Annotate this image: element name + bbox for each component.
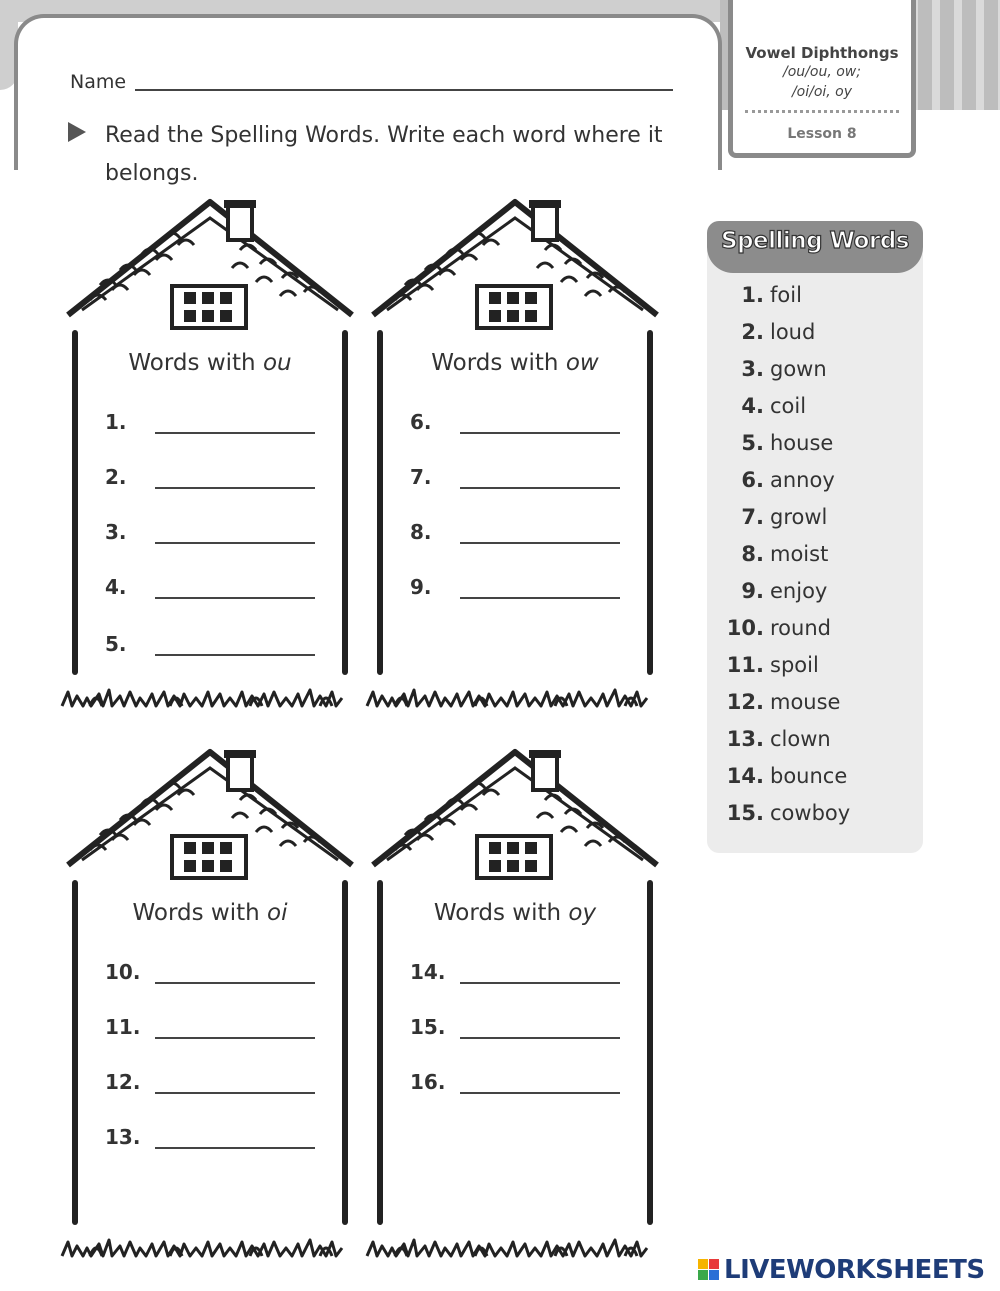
lesson-tab: [728, 0, 916, 158]
answer-number: 15.: [410, 1015, 446, 1039]
name-label: Name: [70, 71, 127, 93]
grass-strip: [60, 676, 380, 714]
house-wall-left: [377, 880, 383, 1225]
spelling-word-number: 5.: [741, 431, 764, 455]
spelling-word-item: [720, 283, 802, 313]
spelling-word-number: 4.: [741, 394, 764, 418]
spelling-word-number: 13.: [726, 727, 764, 751]
house-title-prefix: Words with: [433, 900, 569, 926]
house-title-prefix: Words with: [132, 900, 268, 926]
answer-row: [410, 1070, 630, 1100]
logo-cube-icon: [698, 1259, 720, 1281]
grass-icon: [60, 1226, 380, 1260]
answer-number: 12.: [105, 1070, 141, 1094]
answer-input-line[interactable]: [460, 542, 620, 544]
answer-row: [410, 575, 630, 605]
answer-input-line[interactable]: [155, 1147, 315, 1149]
answer-input-line[interactable]: [460, 487, 620, 489]
spelling-word-number: 10.: [726, 616, 764, 640]
spelling-word-number: 9.: [741, 579, 764, 603]
answer-row: [410, 410, 630, 440]
house-title: [60, 900, 360, 926]
spelling-word-item: [720, 542, 828, 572]
logo-text: LIVEWORKSHEETS: [724, 1255, 985, 1285]
spelling-word-item: [720, 616, 831, 646]
answer-row: [105, 960, 325, 990]
name-input-line[interactable]: [135, 89, 673, 91]
spelling-word: annoy: [770, 468, 835, 492]
house-title-prefix: Words with: [128, 350, 263, 376]
spelling-word: gown: [770, 357, 827, 381]
lesson-topic: Vowel Diphthongs: [745, 44, 899, 62]
house-title-prefix: Words with: [431, 350, 566, 376]
answer-input-line[interactable]: [155, 432, 315, 434]
answer-input-line[interactable]: [155, 1092, 315, 1094]
grass-strip: [60, 1226, 380, 1264]
answer-row: [105, 410, 325, 440]
house-title-letters: oi: [267, 900, 288, 926]
lesson-sound-oi: /oi/oi, oy: [791, 84, 853, 100]
spelling-words-panel: [707, 221, 923, 853]
spelling-word: foil: [770, 283, 802, 307]
house-title: [365, 900, 665, 926]
answer-row: [105, 575, 325, 605]
spelling-word-item: [720, 357, 827, 387]
answer-input-line[interactable]: [460, 432, 620, 434]
answer-row: [410, 520, 630, 550]
house-wall-right: [342, 880, 348, 1225]
answer-number: 8.: [410, 520, 432, 544]
answer-number: 1.: [105, 410, 127, 434]
spelling-word-number: 1.: [741, 283, 764, 307]
house-wall-left: [72, 330, 78, 675]
answer-input-line[interactable]: [460, 1092, 620, 1094]
answer-row: [410, 960, 630, 990]
house-roof-icon: [365, 190, 665, 330]
house-wall-left: [72, 880, 78, 1225]
dotted-divider: [745, 110, 899, 113]
answer-number: 13.: [105, 1125, 141, 1149]
answer-number: 16.: [410, 1070, 446, 1094]
spelling-word: clown: [770, 727, 831, 751]
answer-input-line[interactable]: [155, 542, 315, 544]
spelling-word-item: [720, 764, 847, 794]
answer-input-line[interactable]: [155, 597, 315, 599]
spelling-word-item: [720, 468, 835, 498]
answer-number: 4.: [105, 575, 127, 599]
lesson-sound-ou: /ou/ou, ow;: [783, 64, 861, 80]
spelling-word-number: 8.: [741, 542, 764, 566]
answer-input-line[interactable]: [460, 982, 620, 984]
answer-row: [105, 1015, 325, 1045]
spelling-word-number: 3.: [741, 357, 764, 381]
answer-number: 3.: [105, 520, 127, 544]
spelling-word-item: [720, 505, 827, 535]
spelling-word: growl: [770, 505, 828, 529]
spelling-word-number: 15.: [726, 801, 764, 825]
spelling-word-number: 11.: [726, 653, 764, 677]
spelling-word: moist: [770, 542, 829, 566]
play-arrow-icon: [68, 122, 86, 142]
answer-number: 2.: [105, 465, 127, 489]
house-title: [365, 350, 665, 376]
spelling-word-number: 6.: [741, 468, 764, 492]
house-wall-left: [377, 330, 383, 675]
spelling-words-title: Spelling Words: [721, 228, 909, 254]
spelling-word-item: [720, 431, 833, 461]
spelling-word-item: [720, 690, 840, 720]
grass-icon: [365, 676, 685, 710]
spelling-word: coil: [770, 394, 807, 418]
house-roof-icon: [60, 740, 360, 880]
answer-number: 11.: [105, 1015, 141, 1039]
house-title-letters: ou: [262, 350, 292, 376]
answer-input-line[interactable]: [155, 1037, 315, 1039]
answer-number: 10.: [105, 960, 141, 984]
answer-row: [410, 465, 630, 495]
spelling-word-item: [720, 394, 806, 424]
house-roof-icon: [60, 190, 360, 330]
house-section: [60, 190, 360, 730]
spelling-word: bounce: [770, 764, 848, 788]
spelling-word-item: [720, 801, 850, 831]
spelling-word-item: [720, 579, 827, 609]
house-title: [60, 350, 360, 376]
answer-number: 14.: [410, 960, 446, 984]
answer-number: 5.: [105, 632, 127, 656]
spelling-word-item: [720, 320, 815, 350]
answer-row: [105, 520, 325, 550]
spelling-word: enjoy: [770, 579, 828, 603]
answer-input-line[interactable]: [155, 487, 315, 489]
answer-number: 7.: [410, 465, 432, 489]
grass-icon: [365, 1226, 685, 1260]
spelling-word-number: 14.: [726, 764, 764, 788]
house-section: [365, 190, 665, 730]
grass-icon: [60, 676, 380, 710]
instructions: Read the Spelling Words. Write each word where it belongs.: [105, 123, 663, 186]
answer-row: [105, 1070, 325, 1100]
house-section: [365, 740, 665, 1280]
house-wall-right: [342, 330, 348, 675]
spelling-word: spoil: [770, 653, 819, 677]
answer-row: [410, 1015, 630, 1045]
lesson-number: Lesson 8: [787, 126, 857, 142]
answer-row: [105, 1125, 325, 1155]
spelling-word-number: 2.: [741, 320, 764, 344]
grass-strip: [365, 1226, 685, 1264]
answer-input-line[interactable]: [155, 654, 315, 656]
spelling-word-number: 7.: [741, 505, 764, 529]
house-title-letters: oy: [568, 900, 597, 926]
spelling-word-number: 12.: [726, 690, 764, 714]
answer-number: 6.: [410, 410, 432, 434]
house-wall-right: [647, 330, 653, 675]
spelling-word-item: [720, 653, 819, 683]
answer-input-line[interactable]: [460, 1037, 620, 1039]
spelling-word: house: [770, 431, 834, 455]
house-section: [60, 740, 360, 1280]
answer-row: [105, 632, 325, 662]
answer-number: 9.: [410, 575, 432, 599]
answer-row: [105, 465, 325, 495]
spelling-word-item: [720, 727, 831, 757]
answer-input-line[interactable]: [460, 597, 620, 599]
answer-input-line[interactable]: [155, 982, 315, 984]
house-roof-icon: [365, 740, 665, 880]
grass-strip: [365, 676, 685, 714]
spelling-word: cowboy: [770, 801, 851, 825]
house-wall-right: [647, 880, 653, 1225]
spelling-word: round: [770, 616, 831, 640]
spelling-word: mouse: [770, 690, 841, 714]
house-title-letters: ow: [565, 350, 599, 376]
spelling-word: loud: [770, 320, 816, 344]
